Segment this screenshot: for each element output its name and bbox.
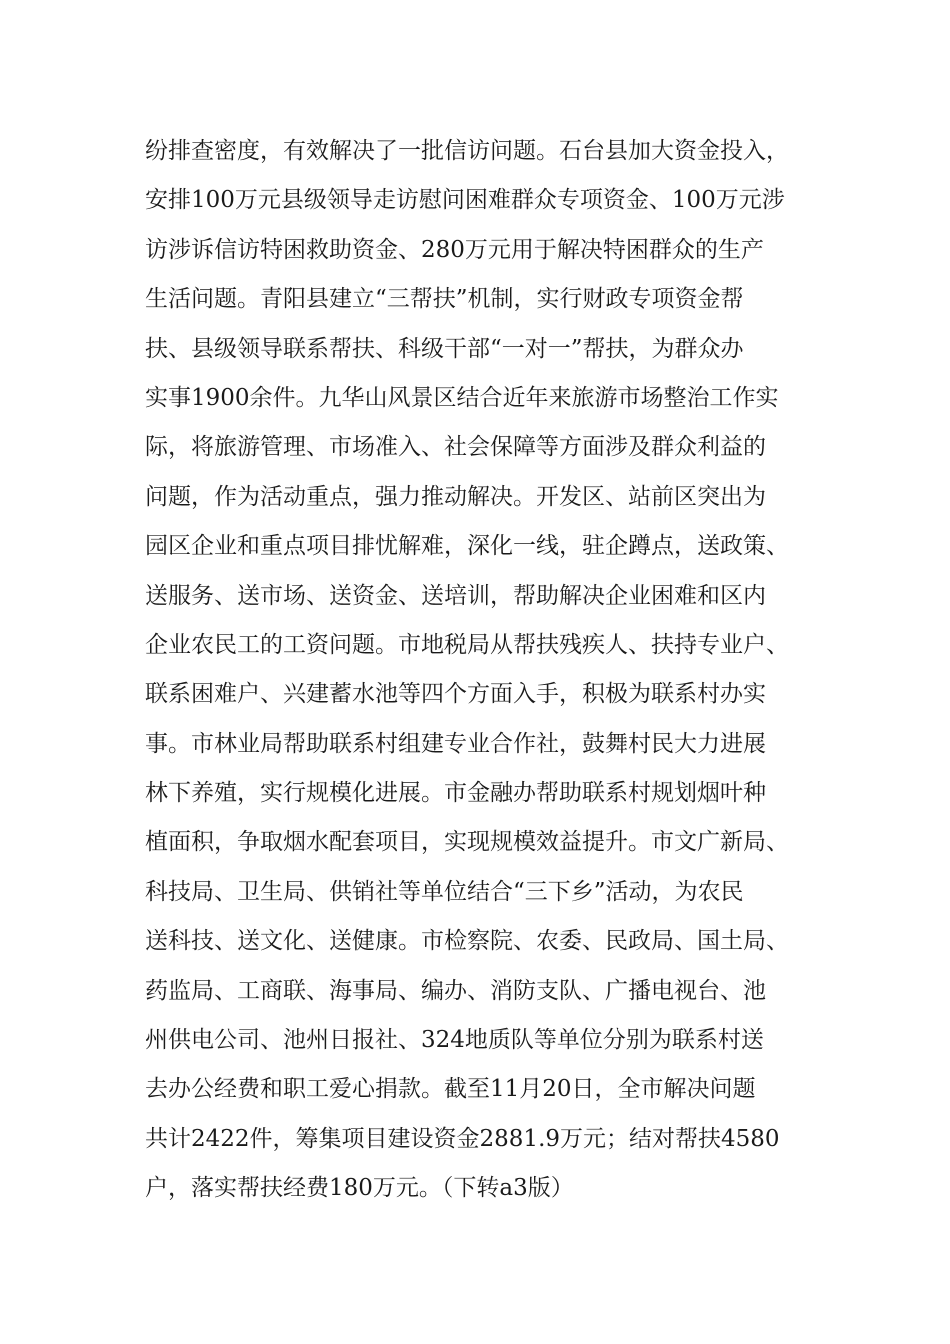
text-line: 实事1900余件。九华山风景区结合近年来旅游市场整治工作实 — [145, 384, 779, 411]
text-line: 送科技、送文化、送健康。市检察院、农委、民政局、国土局、 — [145, 928, 789, 955]
text-line: 户，落实帮扶经费180万元。（下转a3版） — [145, 1175, 574, 1202]
text-line: 去办公经费和职工爱心捐款。截至11月20日，全市解决问题 — [145, 1076, 756, 1103]
body-paragraph — [145, 127, 835, 1214]
text-line: 林下养殖，实行规模化进展。市金融办帮助联系村规划烟叶种 — [145, 780, 766, 807]
text-line: 际，将旅游管理、市场准入、社会保障等方面涉及群众利益的 — [145, 434, 766, 461]
text-line: 植面积，争取烟水配套项目，实现规模效益提升。市文广新局、 — [145, 829, 789, 856]
text-line: 共计2422件，筹集项目建设资金2881.9万元；结对帮扶4580 — [145, 1125, 780, 1152]
text-line: 访涉诉信访特困救助资金、280万元用于解决特困群众的生产 — [145, 236, 764, 263]
text-line: 送服务、送市场、送资金、送培训，帮助解决企业困难和区内 — [145, 582, 766, 609]
text-line: 问题，作为活动重点，强力推动解决。开发区、站前区突出为 — [145, 483, 766, 510]
text-line: 州供电公司、池州日报社、324地质队等单位分别为联系村送 — [145, 1027, 764, 1054]
text-line: 安排100万元县级领导走访慰问困难群众专项资金、100万元涉 — [145, 187, 785, 214]
text-line: 扶、县级领导联系帮扶、科级干部“一对一”帮扶，为群众办 — [145, 335, 744, 362]
text-line: 园区企业和重点项目排忧解难，深化一线，驻企蹲点，送政策、 — [145, 533, 789, 560]
text-line: 科技局、卫生局、供销社等单位结合“三下乡”活动，为农民 — [145, 878, 744, 905]
text-line: 企业农民工的工资问题。市地税局从帮扶残疾人、扶持专业户、 — [145, 631, 789, 658]
text-line: 联系困难户、兴建蓄水池等四个方面入手，积极为联系村办实 — [145, 681, 766, 708]
text-line: 事。市林业局帮助联系村组建专业合作社，鼓舞村民大力进展 — [145, 730, 766, 757]
text-line: 药监局、工商联、海事局、编办、消防支队、广播电视台、池 — [145, 977, 766, 1004]
text-line: 纷排查密度，有效解决了一批信访问题。石台县加大资金投入， — [145, 138, 789, 164]
text-line: 生活问题。青阳县建立“三帮扶”机制，实行财政专项资金帮 — [145, 286, 744, 313]
